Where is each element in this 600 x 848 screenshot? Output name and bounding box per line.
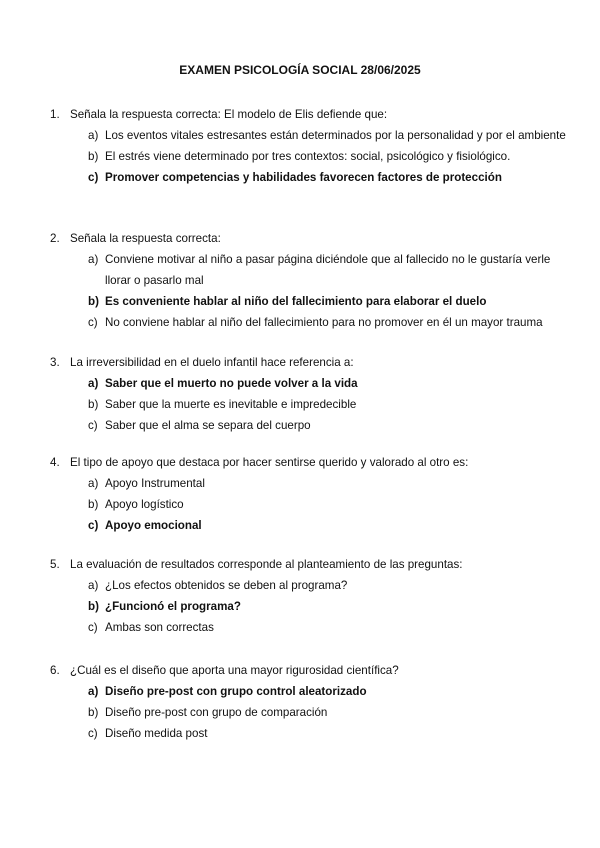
option-c-correct (0, 167, 570, 188)
question-text: La irreversibilidad en el duelo infantil hace referencia a: (70, 356, 354, 369)
option-letter: b) (88, 398, 99, 411)
question-text: La evaluación de resultados corresponde al planteamiento de las preguntas: (70, 558, 463, 571)
question-number: 5. (50, 558, 60, 571)
question-text: El tipo de apoyo que destaca por hacer sentirse querido y valorado al otro es: (70, 456, 469, 469)
question-number: 4. (50, 456, 60, 469)
option-letter: c) (88, 519, 99, 532)
question-stem (0, 352, 600, 373)
option-letter: a) (88, 477, 99, 490)
option-text: Conviene motivar al niño a pasar página diciéndole que al fallecido no le gustaría verle llorar o pasarlo mal (105, 253, 551, 287)
option-letter: b) (88, 600, 99, 613)
option-c (0, 617, 570, 638)
option-letter: a) (88, 579, 99, 592)
option-text: No conviene hablar al niño del fallecimiento para no promover en él un mayor trauma (105, 316, 543, 329)
option-letter: a) (88, 685, 99, 698)
option-b (0, 146, 570, 167)
option-text: Saber que el alma se separa del cuerpo (105, 419, 311, 432)
option-b (0, 394, 570, 415)
option-c (0, 723, 570, 744)
option-letter: b) (88, 706, 99, 719)
question-stem (0, 452, 600, 473)
option-text: Diseño pre-post con grupo control aleatorizado (105, 685, 367, 698)
question-number: 1. (50, 108, 60, 121)
option-letter: c) (88, 171, 99, 184)
question-1 (0, 104, 600, 188)
option-letter: c) (88, 727, 98, 740)
option-b-correct (0, 291, 570, 312)
option-text: ¿Funcionó el programa? (105, 600, 241, 613)
option-letter: c) (88, 621, 98, 634)
question-text: Señala la respuesta correcta: (70, 232, 221, 245)
question-4 (0, 452, 600, 536)
question-stem (0, 554, 600, 575)
option-text: Apoyo logístico (105, 498, 184, 511)
option-letter: a) (88, 129, 99, 142)
option-letter: c) (88, 419, 98, 432)
question-6 (0, 660, 600, 744)
question-number: 2. (50, 232, 60, 245)
option-b (0, 494, 570, 515)
option-text: Ambas son correctas (105, 621, 214, 634)
option-text: Diseño medida post (105, 727, 208, 740)
option-text: Promover competencias y habilidades favorecen factores de protección (105, 171, 502, 184)
option-a-correct (0, 373, 570, 394)
option-a-correct (0, 681, 570, 702)
question-text: Señala la respuesta correcta: El modelo de Elis defiende que: (70, 108, 388, 121)
option-c (0, 415, 570, 436)
option-text: Es conveniente hablar al niño del fallecimiento para elaborar el duelo (105, 295, 487, 308)
option-text: Los eventos vitales estresantes están determinados por la personalidad y por el ambiente (105, 129, 566, 142)
option-letter: a) (88, 377, 99, 390)
question-stem (0, 228, 600, 249)
option-a (0, 575, 570, 596)
option-letter: b) (88, 295, 99, 308)
question-number: 6. (50, 664, 60, 677)
option-text: Diseño pre-post con grupo de comparación (105, 706, 328, 719)
option-b (0, 702, 570, 723)
question-text: ¿Cuál es el diseño que aporta una mayor rigurosidad científica? (70, 664, 399, 677)
option-letter: a) (88, 253, 99, 266)
question-stem (0, 660, 600, 681)
option-letter: b) (88, 150, 99, 163)
option-letter: b) (88, 498, 99, 511)
question-number: 3. (50, 356, 60, 369)
option-c (0, 312, 570, 333)
question-3 (0, 352, 600, 436)
option-text: Saber que el muerto no puede volver a la vida (105, 377, 358, 390)
option-text: El estrés viene determinado por tres contextos: social, psicológico y fisiológico. (105, 150, 511, 163)
option-a (0, 125, 570, 146)
question-2 (0, 228, 600, 333)
option-c-correct (0, 515, 570, 536)
option-a (0, 473, 570, 494)
question-5 (0, 554, 600, 638)
option-text: Apoyo Instrumental (105, 477, 205, 490)
page-title: EXAMEN PSICOLOGÍA SOCIAL 28/06/2025 (179, 63, 421, 77)
option-text: Saber que la muerte es inevitable e impredecible (105, 398, 357, 411)
option-text: ¿Los efectos obtenidos se deben al programa? (105, 579, 348, 592)
option-text: Apoyo emocional (105, 519, 202, 532)
option-b-correct (0, 596, 570, 617)
option-a (0, 249, 570, 291)
option-letter: c) (88, 316, 98, 329)
question-stem (0, 104, 600, 125)
